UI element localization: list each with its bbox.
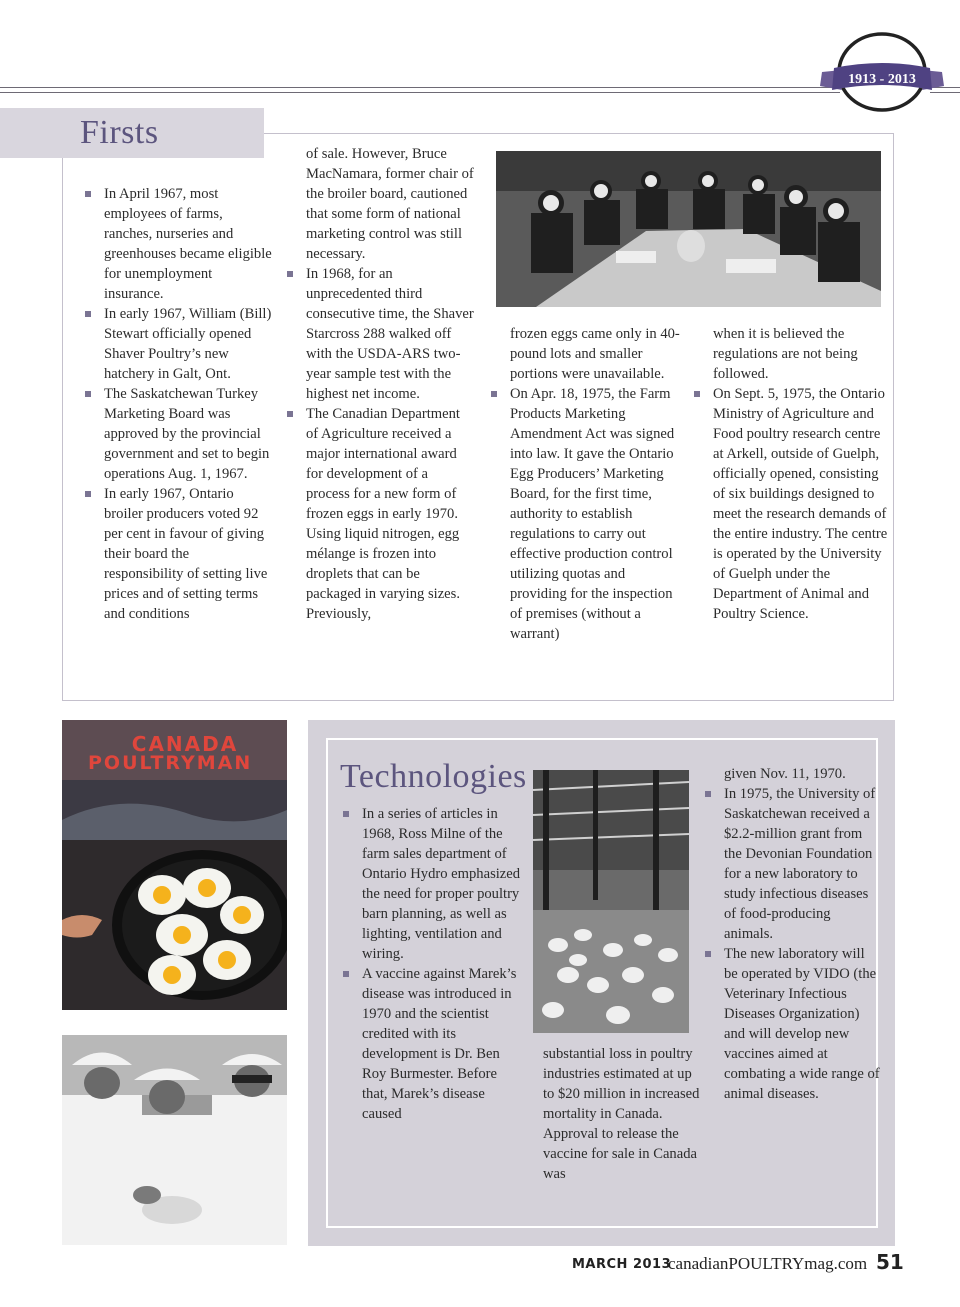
workers-photo [62, 1035, 287, 1245]
list-item: The Canadian Department of Agriculture received a major international award for development of a process for a new form of frozen eggs in early 1970. Using liquid nitrogen, egg mélange is frozen into droplets that can be packaged in varying sizes. Previously, [284, 404, 474, 624]
firsts-column-2 [284, 144, 474, 624]
list-item: On Apr. 18, 1975, the Farm Products Marketing Amendment Act was signed into law. It gave the Ontario Egg Producers’ Marketing Board, for the first time, authority to establish regulations to carry out effective production control utilizing quotas and providing for the inspection of premises (without a warrant) [488, 384, 682, 644]
anniversary-badge [812, 28, 952, 120]
magazine-title-line-2: POULTRYMAN [88, 752, 253, 774]
badge-years: 1913 - 2013 [848, 72, 916, 87]
magazine-title-line-1: CANADA [131, 732, 239, 756]
firsts-column-3 [488, 324, 682, 644]
continued-text: given Nov. 11, 1970. [724, 766, 846, 782]
continued-text: when it is believed the regulations are not being followed. [713, 326, 858, 382]
footer-website: canadianPOULTRYmag.com [668, 1254, 868, 1273]
continued-text: of sale. However, Bruce MacNamara, former chair of the broiler board, cautioned that some form of national marketing control was still necessary. [306, 146, 474, 262]
firsts-title: Firsts [80, 114, 159, 151]
list-item: The new laboratory will be operated by VIDO (the Veterinary Infectious Diseases Organization) and will develop new vaccines aimed at combating a wide range of animal diseases. [702, 944, 882, 1104]
list-item: In 1975, the University of Saskatchewan received a $2.2-million grant from the Devonian Foundation for a new laboratory to study infectious diseases of food-producing animals. [702, 784, 882, 944]
header-rule [0, 87, 840, 88]
list-item: A vaccine against Marek’s disease was introduced in 1970 and the scientist credited with its development is Dr. Ben Roy Burmester. Before that, Marek’s disease caused [340, 964, 525, 1124]
page-number: 51 [876, 1250, 904, 1274]
technologies-column-1 [340, 804, 525, 1124]
list-item: On Sept. 5, 1975, the Ontario Ministry of Agriculture and Food poultry research centre at Arkell, outside of Guelph, officially opened, consisting of six buildings designed to meet the research demands of the entire industry. The centre is operated by the University of Guelph under the Department of Animal and Poultry Science. [691, 384, 891, 624]
list-item: In April 1967, most employees of farms, ranches, nurseries and greenhouses became eligible for unemployment insurance. [82, 184, 272, 304]
firsts-column-1 [82, 184, 272, 624]
list-item: In a series of articles in 1968, Ross Milne of the farm sales department of Ontario Hydro emphasized the need for proper poultry barn planning, as well as lighting, ventilation and wiring. [340, 804, 525, 964]
technologies-column-2 [521, 1044, 701, 1184]
meeting-photo [496, 151, 881, 307]
list-item: The Saskatchewan Turkey Marketing Board was approved by the provincial government and set to begin operations Aug. 1, 1967. [82, 384, 272, 484]
header-rule [0, 92, 840, 93]
list-item: In 1968, for an unprecedented third consecutive time, the Shaver Starcross 288 walked off with the USDA-ARS two-year sample test with the highest net income. [284, 264, 474, 404]
technologies-column-3 [702, 764, 882, 1104]
continued-text: frozen eggs came only in 40-pound lots and smaller portions were unavailable. [510, 326, 680, 382]
technologies-title: Technologies [340, 758, 527, 795]
list-item: In early 1967, William (Bill) Stewart officially opened Shaver Poultry’s new hatchery in Galt, Ont. [82, 304, 272, 384]
list-item: In early 1967, Ontario broiler producers voted 92 per cent in favour of giving their board the responsibility of setting live prices and of setting terms and conditions [82, 484, 272, 624]
continued-text: substantial loss in poultry industries estimated at up to $20 million in increased mortality in Canada. Approval to release the vaccine for sale in Canada was [543, 1046, 700, 1182]
poultry-barn-photo [533, 770, 689, 1033]
firsts-column-4 [691, 324, 891, 624]
footer-issue-date: MARCH 2013 [572, 1257, 672, 1272]
